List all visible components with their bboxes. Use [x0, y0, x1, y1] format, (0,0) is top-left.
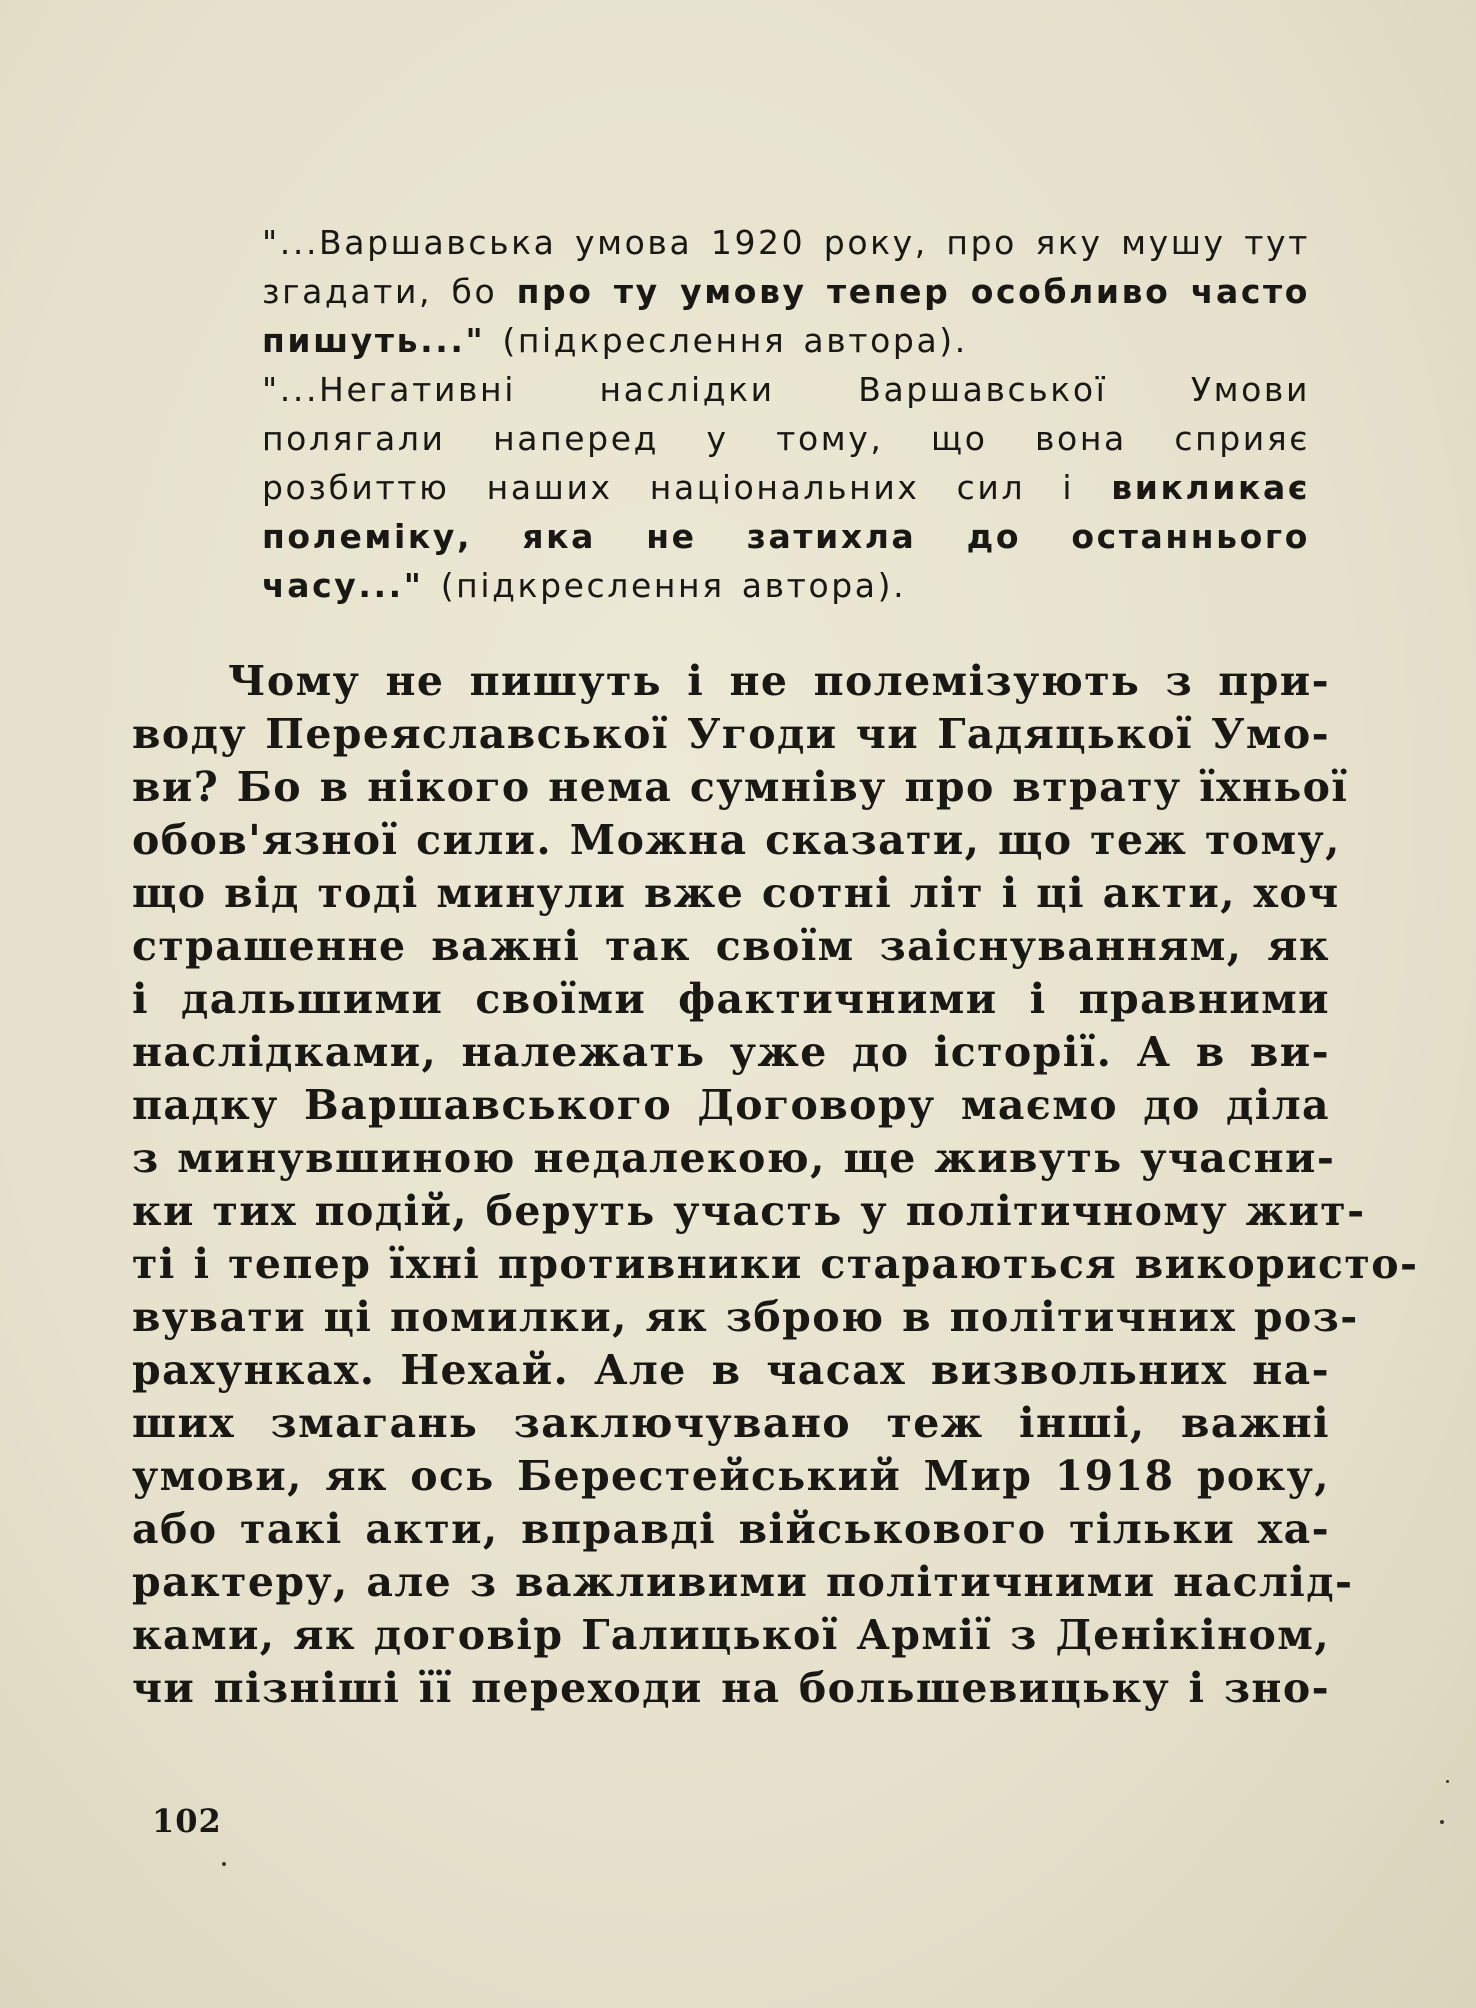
- paper-speck: [1440, 1820, 1444, 1824]
- text-line: ками, як договір Галицької Армії з Денікіном,: [132, 1611, 1330, 1659]
- text-line: ті і тепер їхні противники стараються використо-: [132, 1240, 1419, 1288]
- quote-2-lead: "...Негативні наслідки Варшавської Умови полягали наперед у тому, що вона сприяє розбиттю наших національних сил і: [262, 370, 1310, 507]
- paper-speck: [1446, 1780, 1449, 1783]
- text-line: або такі акти, вправді військового тільки ха-: [132, 1505, 1330, 1553]
- quote-1-lead: "...Варшавська умова 1920 року, про яку мушу тут згадати, бо: [262, 223, 1310, 311]
- quote-2-tail: (підкреслення автора).: [423, 566, 907, 605]
- text-line: з минувшиною недалекою, ще живуть учасни-: [132, 1134, 1336, 1182]
- text-line: що від тоді минули вже сотні літ і ці акти, хоч: [132, 869, 1340, 917]
- quote-2-emphasis: викликає полеміку, яка не затихла до останнього часу...": [262, 468, 1310, 605]
- text-line: ки тих подій, беруть участь у політичному жит-: [132, 1187, 1366, 1235]
- text-line: рахунках. Нехай. Але в часах визвольних на-: [132, 1346, 1330, 1394]
- text-line: падку Варшавського Договору маємо до діла: [132, 1081, 1330, 1129]
- text-line: страшенне важні так своїм заіснуванням, як: [132, 922, 1330, 970]
- text-line: обов'язної сили. Можна сказати, що теж тому,: [132, 816, 1341, 864]
- text-line: наслідками, належать уже до історії. А в ви-: [132, 1028, 1330, 1076]
- text-line: рактеру, але з важливими політичними наслід-: [132, 1558, 1354, 1606]
- quote-1-tail: (підкреслення автора).: [485, 321, 968, 360]
- text-line: і дальшими своїми фактичними і правними: [132, 975, 1330, 1023]
- text-line: чи пізніші її переходи на большевицьку і зно-: [132, 1664, 1330, 1712]
- main-paragraph: [132, 655, 1419, 1715]
- text-line: вувати ці помилки, як зброю в політичних роз-: [132, 1293, 1359, 1341]
- paper-speck: [222, 1862, 226, 1866]
- quote-block: [262, 218, 1310, 610]
- text-line: Чому не пишуть і не полемізують з при-: [228, 657, 1330, 705]
- text-line: ви? Бо в нікого нема сумніву про втрату їхньої: [132, 763, 1349, 811]
- text-line: умови, як ось Берестейський Мир 1918 року,: [132, 1452, 1330, 1500]
- text-line: ших змагань заключувано теж інші, важні: [132, 1399, 1330, 1447]
- quote-1-emphasis: про ту умову тепер особливо часто пишуть...": [262, 272, 1311, 360]
- text-line: воду Переяславської Угоди чи Гадяцької Умо-: [132, 710, 1330, 758]
- quote-paragraph-1: [262, 218, 1310, 365]
- quote-paragraph-2: [262, 365, 1310, 610]
- page-number: 102: [152, 1802, 222, 1840]
